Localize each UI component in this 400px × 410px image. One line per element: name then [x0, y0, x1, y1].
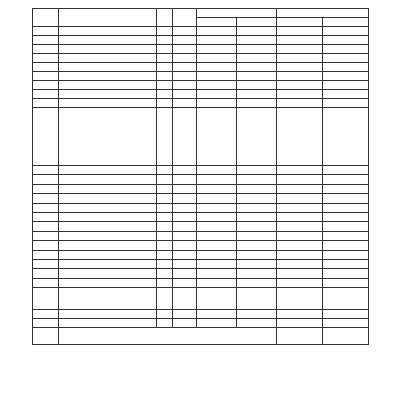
cell-name: [59, 63, 157, 72]
cell-name: [59, 222, 157, 231]
cell-a1: [197, 194, 237, 203]
cell-b2: [323, 318, 369, 327]
cell-name: [59, 250, 157, 259]
cell-b2: [323, 241, 369, 250]
cell-a2: [237, 318, 277, 327]
cell-qty: [173, 99, 197, 108]
cell-code: [33, 166, 59, 175]
table-row: [33, 250, 369, 259]
cell-qty: [173, 250, 197, 259]
cell-a2: [237, 108, 277, 166]
cell-b2: [323, 203, 369, 212]
cell-unit: [157, 222, 173, 231]
cell-a1: [197, 81, 237, 90]
cell-unit: [157, 259, 173, 268]
cell-b2: [323, 309, 369, 318]
cell-code: [33, 269, 59, 278]
cell-unit: [157, 27, 173, 36]
cell-a2: [237, 278, 277, 287]
cell-unit: [157, 278, 173, 287]
cell-b2: [323, 72, 369, 81]
table-row: [33, 108, 369, 166]
cell-unit: [157, 212, 173, 221]
cell-a1: [197, 72, 237, 81]
cell-a2: [237, 184, 277, 193]
cell-b2: [323, 222, 369, 231]
cell-b2: [323, 287, 369, 309]
cell-b1: [277, 309, 323, 318]
cell-unit: [157, 99, 173, 108]
pricing-sheet-table: [32, 8, 369, 345]
cell-qty: [173, 203, 197, 212]
cell-qty: [173, 212, 197, 221]
cell-qty: [173, 45, 197, 54]
cell-name: [59, 54, 157, 63]
cell-a2: [237, 194, 277, 203]
cell-name: [59, 81, 157, 90]
sheet-body: [33, 27, 369, 345]
cell-a1: [197, 184, 237, 193]
cell-a2: [237, 269, 277, 278]
cell-qty: [173, 318, 197, 327]
table-row: [33, 166, 369, 175]
cell-b1: [277, 203, 323, 212]
cell-b1: [277, 212, 323, 221]
cell-a1: [197, 108, 237, 166]
cell-unit: [157, 45, 173, 54]
cell-a1: [197, 222, 237, 231]
table-row: [33, 231, 369, 240]
cell-qty: [173, 259, 197, 268]
header-sub-b1: [277, 18, 323, 27]
cell-code: [33, 309, 59, 318]
cell-b2: [323, 194, 369, 203]
cell-code: [33, 36, 59, 45]
cell-b1: [277, 287, 323, 309]
cell-a1: [197, 250, 237, 259]
cell-b2: [323, 259, 369, 268]
table-row: [33, 241, 369, 250]
cell-name: [59, 108, 157, 166]
cell-a2: [237, 72, 277, 81]
cell-unit: [157, 108, 173, 166]
cell-name: [59, 72, 157, 81]
table-row: [33, 203, 369, 212]
cell-name: [59, 318, 157, 327]
cell-a1: [197, 54, 237, 63]
cell-code: [33, 241, 59, 250]
cell-qty: [173, 108, 197, 166]
cell-name: [59, 99, 157, 108]
header-name: [59, 9, 157, 27]
cell-qty: [173, 269, 197, 278]
cell-b2: [323, 63, 369, 72]
cell-a1: [197, 269, 237, 278]
cell-name: [59, 166, 157, 175]
cell-name: [59, 203, 157, 212]
cell-b1: [277, 250, 323, 259]
cell-b1: [277, 194, 323, 203]
table-row: [33, 45, 369, 54]
table-row: [33, 99, 369, 108]
cell-a1: [197, 45, 237, 54]
cell-b2: [323, 212, 369, 221]
table-row: [33, 72, 369, 81]
cell-qty: [173, 278, 197, 287]
cell-a2: [237, 231, 277, 240]
cell-qty: [173, 81, 197, 90]
cell-name: [59, 241, 157, 250]
cell-b2: [323, 175, 369, 184]
cell-code: [33, 45, 59, 54]
cell-a1: [197, 166, 237, 175]
cell-name: [59, 175, 157, 184]
cell-b2: [323, 231, 369, 240]
cell-a1: [197, 203, 237, 212]
table-row: [33, 318, 369, 327]
cell-unit: [157, 194, 173, 203]
cell-b2: [323, 250, 369, 259]
cell-unit: [157, 72, 173, 81]
cell-b1: [277, 259, 323, 268]
cell-qty: [173, 36, 197, 45]
cell-a2: [237, 166, 277, 175]
cell-unit: [157, 287, 173, 309]
cell-code: [33, 81, 59, 90]
cell-name: [59, 90, 157, 99]
cell-code: [33, 184, 59, 193]
cell-b1: [277, 175, 323, 184]
cell-unit: [157, 166, 173, 175]
cell-a1: [197, 212, 237, 221]
total-value-2: [323, 327, 369, 344]
cell-name: [59, 184, 157, 193]
cell-code: [33, 175, 59, 184]
cell-unit: [157, 309, 173, 318]
cell-a2: [237, 287, 277, 309]
cell-a1: [197, 287, 237, 309]
header-sub-a1: [197, 18, 237, 27]
cell-b2: [323, 54, 369, 63]
cell-b1: [277, 99, 323, 108]
cell-a2: [237, 27, 277, 36]
cell-unit: [157, 81, 173, 90]
cell-b1: [277, 241, 323, 250]
cell-a2: [237, 90, 277, 99]
cell-code: [33, 194, 59, 203]
cell-b1: [277, 318, 323, 327]
cell-qty: [173, 63, 197, 72]
cell-a2: [237, 241, 277, 250]
cell-a2: [237, 81, 277, 90]
cell-qty: [173, 287, 197, 309]
cell-a1: [197, 259, 237, 268]
cell-a1: [197, 278, 237, 287]
cell-code: [33, 231, 59, 240]
cell-b1: [277, 27, 323, 36]
cell-code: [33, 54, 59, 63]
cell-b1: [277, 222, 323, 231]
cell-code: [33, 27, 59, 36]
cell-b1: [277, 166, 323, 175]
cell-qty: [173, 72, 197, 81]
cell-b1: [277, 108, 323, 166]
table-row: [33, 36, 369, 45]
cell-a1: [197, 27, 237, 36]
cell-qty: [173, 166, 197, 175]
cell-unit: [157, 184, 173, 193]
cell-b2: [323, 269, 369, 278]
cell-code: [33, 250, 59, 259]
cell-b2: [323, 108, 369, 166]
cell-b1: [277, 184, 323, 193]
cell-code: [33, 287, 59, 309]
cell-name: [59, 27, 157, 36]
header-sub-a2: [237, 18, 277, 27]
cell-qty: [173, 194, 197, 203]
cell-name: [59, 259, 157, 268]
cell-b1: [277, 231, 323, 240]
table-row: [33, 259, 369, 268]
cell-unit: [157, 250, 173, 259]
cell-code: [33, 108, 59, 166]
cell-b1: [277, 54, 323, 63]
cell-code: [33, 72, 59, 81]
cell-qty: [173, 222, 197, 231]
cell-a2: [237, 36, 277, 45]
cell-unit: [157, 203, 173, 212]
header-unit: [157, 9, 173, 27]
header-qty: [173, 9, 197, 27]
cell-a2: [237, 54, 277, 63]
cell-name: [59, 278, 157, 287]
cell-name: [59, 309, 157, 318]
total-notes: [59, 327, 277, 344]
cell-b2: [323, 90, 369, 99]
cell-code: [33, 203, 59, 212]
total-label: [33, 327, 59, 344]
cell-code: [33, 63, 59, 72]
cell-unit: [157, 318, 173, 327]
table-row: [33, 212, 369, 221]
cell-b2: [323, 81, 369, 90]
cell-a1: [197, 175, 237, 184]
cell-unit: [157, 231, 173, 240]
cell-name: [59, 194, 157, 203]
header-group-a: [197, 9, 277, 18]
sheet-header: [33, 9, 369, 27]
cell-b2: [323, 45, 369, 54]
cell-qty: [173, 309, 197, 318]
header-code: [33, 9, 59, 27]
total-value-1: [277, 327, 323, 344]
cell-b2: [323, 184, 369, 193]
cell-a2: [237, 259, 277, 268]
table-row: [33, 287, 369, 309]
total-row: [33, 327, 369, 344]
cell-b1: [277, 72, 323, 81]
cell-code: [33, 90, 59, 99]
cell-a1: [197, 231, 237, 240]
cell-name: [59, 45, 157, 54]
cell-a1: [197, 309, 237, 318]
cell-qty: [173, 90, 197, 99]
table-row: [33, 81, 369, 90]
cell-unit: [157, 90, 173, 99]
cell-a2: [237, 63, 277, 72]
cell-unit: [157, 54, 173, 63]
header-sub-b2: [323, 18, 369, 27]
cell-a1: [197, 90, 237, 99]
cell-a2: [237, 250, 277, 259]
cell-qty: [173, 27, 197, 36]
cell-a2: [237, 175, 277, 184]
cell-a2: [237, 222, 277, 231]
cell-unit: [157, 36, 173, 45]
cell-b2: [323, 99, 369, 108]
cell-a2: [237, 203, 277, 212]
table-row: [33, 90, 369, 99]
cell-qty: [173, 241, 197, 250]
header-group-b: [277, 9, 369, 18]
table-row: [33, 309, 369, 318]
cell-qty: [173, 184, 197, 193]
table-row: [33, 194, 369, 203]
cell-qty: [173, 175, 197, 184]
cell-code: [33, 259, 59, 268]
cell-b2: [323, 36, 369, 45]
cell-name: [59, 269, 157, 278]
cell-code: [33, 222, 59, 231]
cell-b1: [277, 36, 323, 45]
cell-unit: [157, 175, 173, 184]
cell-qty: [173, 231, 197, 240]
cell-a1: [197, 318, 237, 327]
cell-code: [33, 278, 59, 287]
table-row: [33, 27, 369, 36]
cell-unit: [157, 63, 173, 72]
cell-a2: [237, 309, 277, 318]
table-row: [33, 269, 369, 278]
cell-a2: [237, 212, 277, 221]
table-row: [33, 278, 369, 287]
cell-code: [33, 318, 59, 327]
cell-code: [33, 212, 59, 221]
cell-name: [59, 212, 157, 221]
cell-name: [59, 36, 157, 45]
cell-b2: [323, 27, 369, 36]
cell-b2: [323, 166, 369, 175]
cell-b1: [277, 63, 323, 72]
table-row: [33, 175, 369, 184]
cell-unit: [157, 241, 173, 250]
cell-a1: [197, 36, 237, 45]
cell-qty: [173, 54, 197, 63]
cell-code: [33, 99, 59, 108]
cell-a2: [237, 45, 277, 54]
table-row: [33, 184, 369, 193]
cell-b1: [277, 45, 323, 54]
cell-b1: [277, 81, 323, 90]
cell-a1: [197, 241, 237, 250]
table-row: [33, 222, 369, 231]
cell-a1: [197, 99, 237, 108]
table-row: [33, 54, 369, 63]
cell-a1: [197, 63, 237, 72]
cell-b1: [277, 278, 323, 287]
table-row: [33, 63, 369, 72]
cell-name: [59, 287, 157, 309]
cell-b1: [277, 269, 323, 278]
cell-name: [59, 231, 157, 240]
cell-b2: [323, 278, 369, 287]
cell-unit: [157, 269, 173, 278]
cell-b1: [277, 90, 323, 99]
cell-a2: [237, 99, 277, 108]
